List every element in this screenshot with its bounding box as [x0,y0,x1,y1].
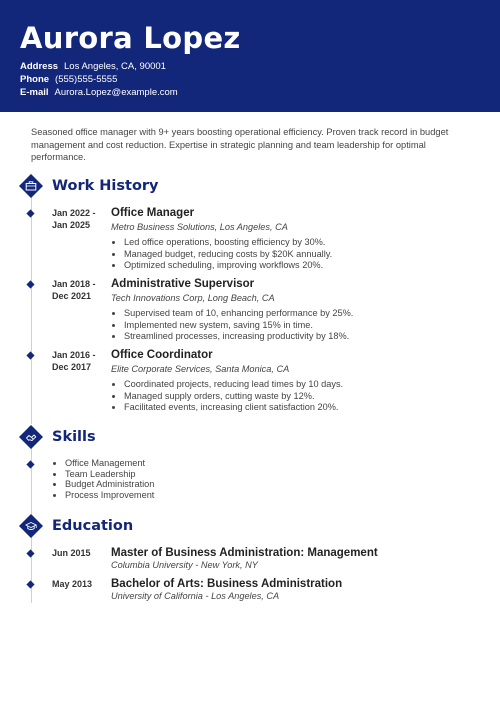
list-item: • Optimized scheduling, improving workflows 20%. [124,260,332,272]
job-title: Office Manager [111,207,195,219]
list-item: • Coordinated projects, reducing lead times by 10 days. [124,379,343,391]
briefcase-icon [19,174,43,198]
education-degree: Master of Business Administration: Management [111,547,378,559]
section-title-education: Education [52,518,134,534]
candidate-name: Aurora Lopez [20,21,241,55]
contact-email [20,87,178,99]
timeline-diamond [26,209,35,218]
timeline-diamond [26,280,35,289]
education-degree: Bachelor of Arts: Business Administration [111,578,343,590]
timeline-line [31,196,32,424]
job-bullets [111,379,343,414]
education-school: University of California - Los Angeles, CA [111,591,280,601]
contact-phone [20,74,117,86]
job-title: Administrative Supervisor [111,278,255,290]
contact-label: Phone [20,74,50,85]
job-company: Metro Business Solutions, Los Angeles, CA [111,222,288,232]
skills-list [52,458,154,500]
list-item: • Budget Administration [65,479,154,490]
timeline-line [31,448,32,514]
job-date-end: Dec 2021 [52,291,92,301]
job-title: Office Coordinator [111,349,213,361]
timeline-diamond [26,351,35,360]
list-item: • Implemented new system, saving 15% in time. [124,320,353,332]
list-item: • Managed supply orders, cutting waste by 12%. [124,391,343,403]
education-date: May 2013 [52,579,93,589]
timeline-diamond [26,460,35,469]
graduation-cap-icon [19,514,43,538]
education-school: Columbia University - New York, NY [111,560,258,570]
job-date-start: Jan 2016 - [52,350,96,360]
section-title-work-history: Work History [52,178,159,194]
timeline-line [31,537,32,603]
list-item: • Streamlined processes, increasing productivity by 18%. [124,331,353,343]
list-item: • Process Improvement [65,490,154,501]
list-item: • Office Management [65,458,154,469]
contact-label: E-mail [20,87,49,98]
timeline-diamond [26,580,35,589]
job-bullets [111,308,353,343]
contact-value: (555)555-5555 [55,74,118,85]
list-item: • Managed budget, reducing costs by $20K annually. [124,249,332,261]
job-date-start: Jan 2022 - [52,208,96,218]
list-item: • Team Leadership [65,469,154,480]
job-date-end: Dec 2017 [52,362,92,372]
education-date: Jun 2015 [52,548,91,558]
job-date-end: Jan 2025 [52,220,91,230]
job-bullets [111,237,332,272]
resume-header [0,0,500,112]
contact-address [20,61,166,73]
list-item: • Led office operations, boosting efficiency by 30%. [124,237,332,249]
section-title-skills: Skills [52,429,96,445]
handshake-icon [19,425,43,449]
professional-summary: Seasoned office manager with 9+ years boosting operational efficiency. Proven track record in budget management and cost reduction. Expertise in strategic planning and team leadership for optimal performance. [31,127,449,163]
job-company: Tech Innovations Corp, Long Beach, CA [111,293,275,303]
timeline-diamond [26,549,35,558]
job-date-start: Jan 2018 - [52,279,96,289]
list-item: • Facilitated events, increasing client satisfaction 20%. [124,402,343,414]
contact-label: Address [20,61,59,72]
job-company: Elite Corporate Services, Santa Monica, CA [111,364,290,374]
list-item: • Supervised team of 10, enhancing performance by 25%. [124,308,353,320]
contact-value: Aurora.Lopez@example.com [54,87,178,98]
contact-value: Los Angeles, CA, 90001 [64,61,166,72]
